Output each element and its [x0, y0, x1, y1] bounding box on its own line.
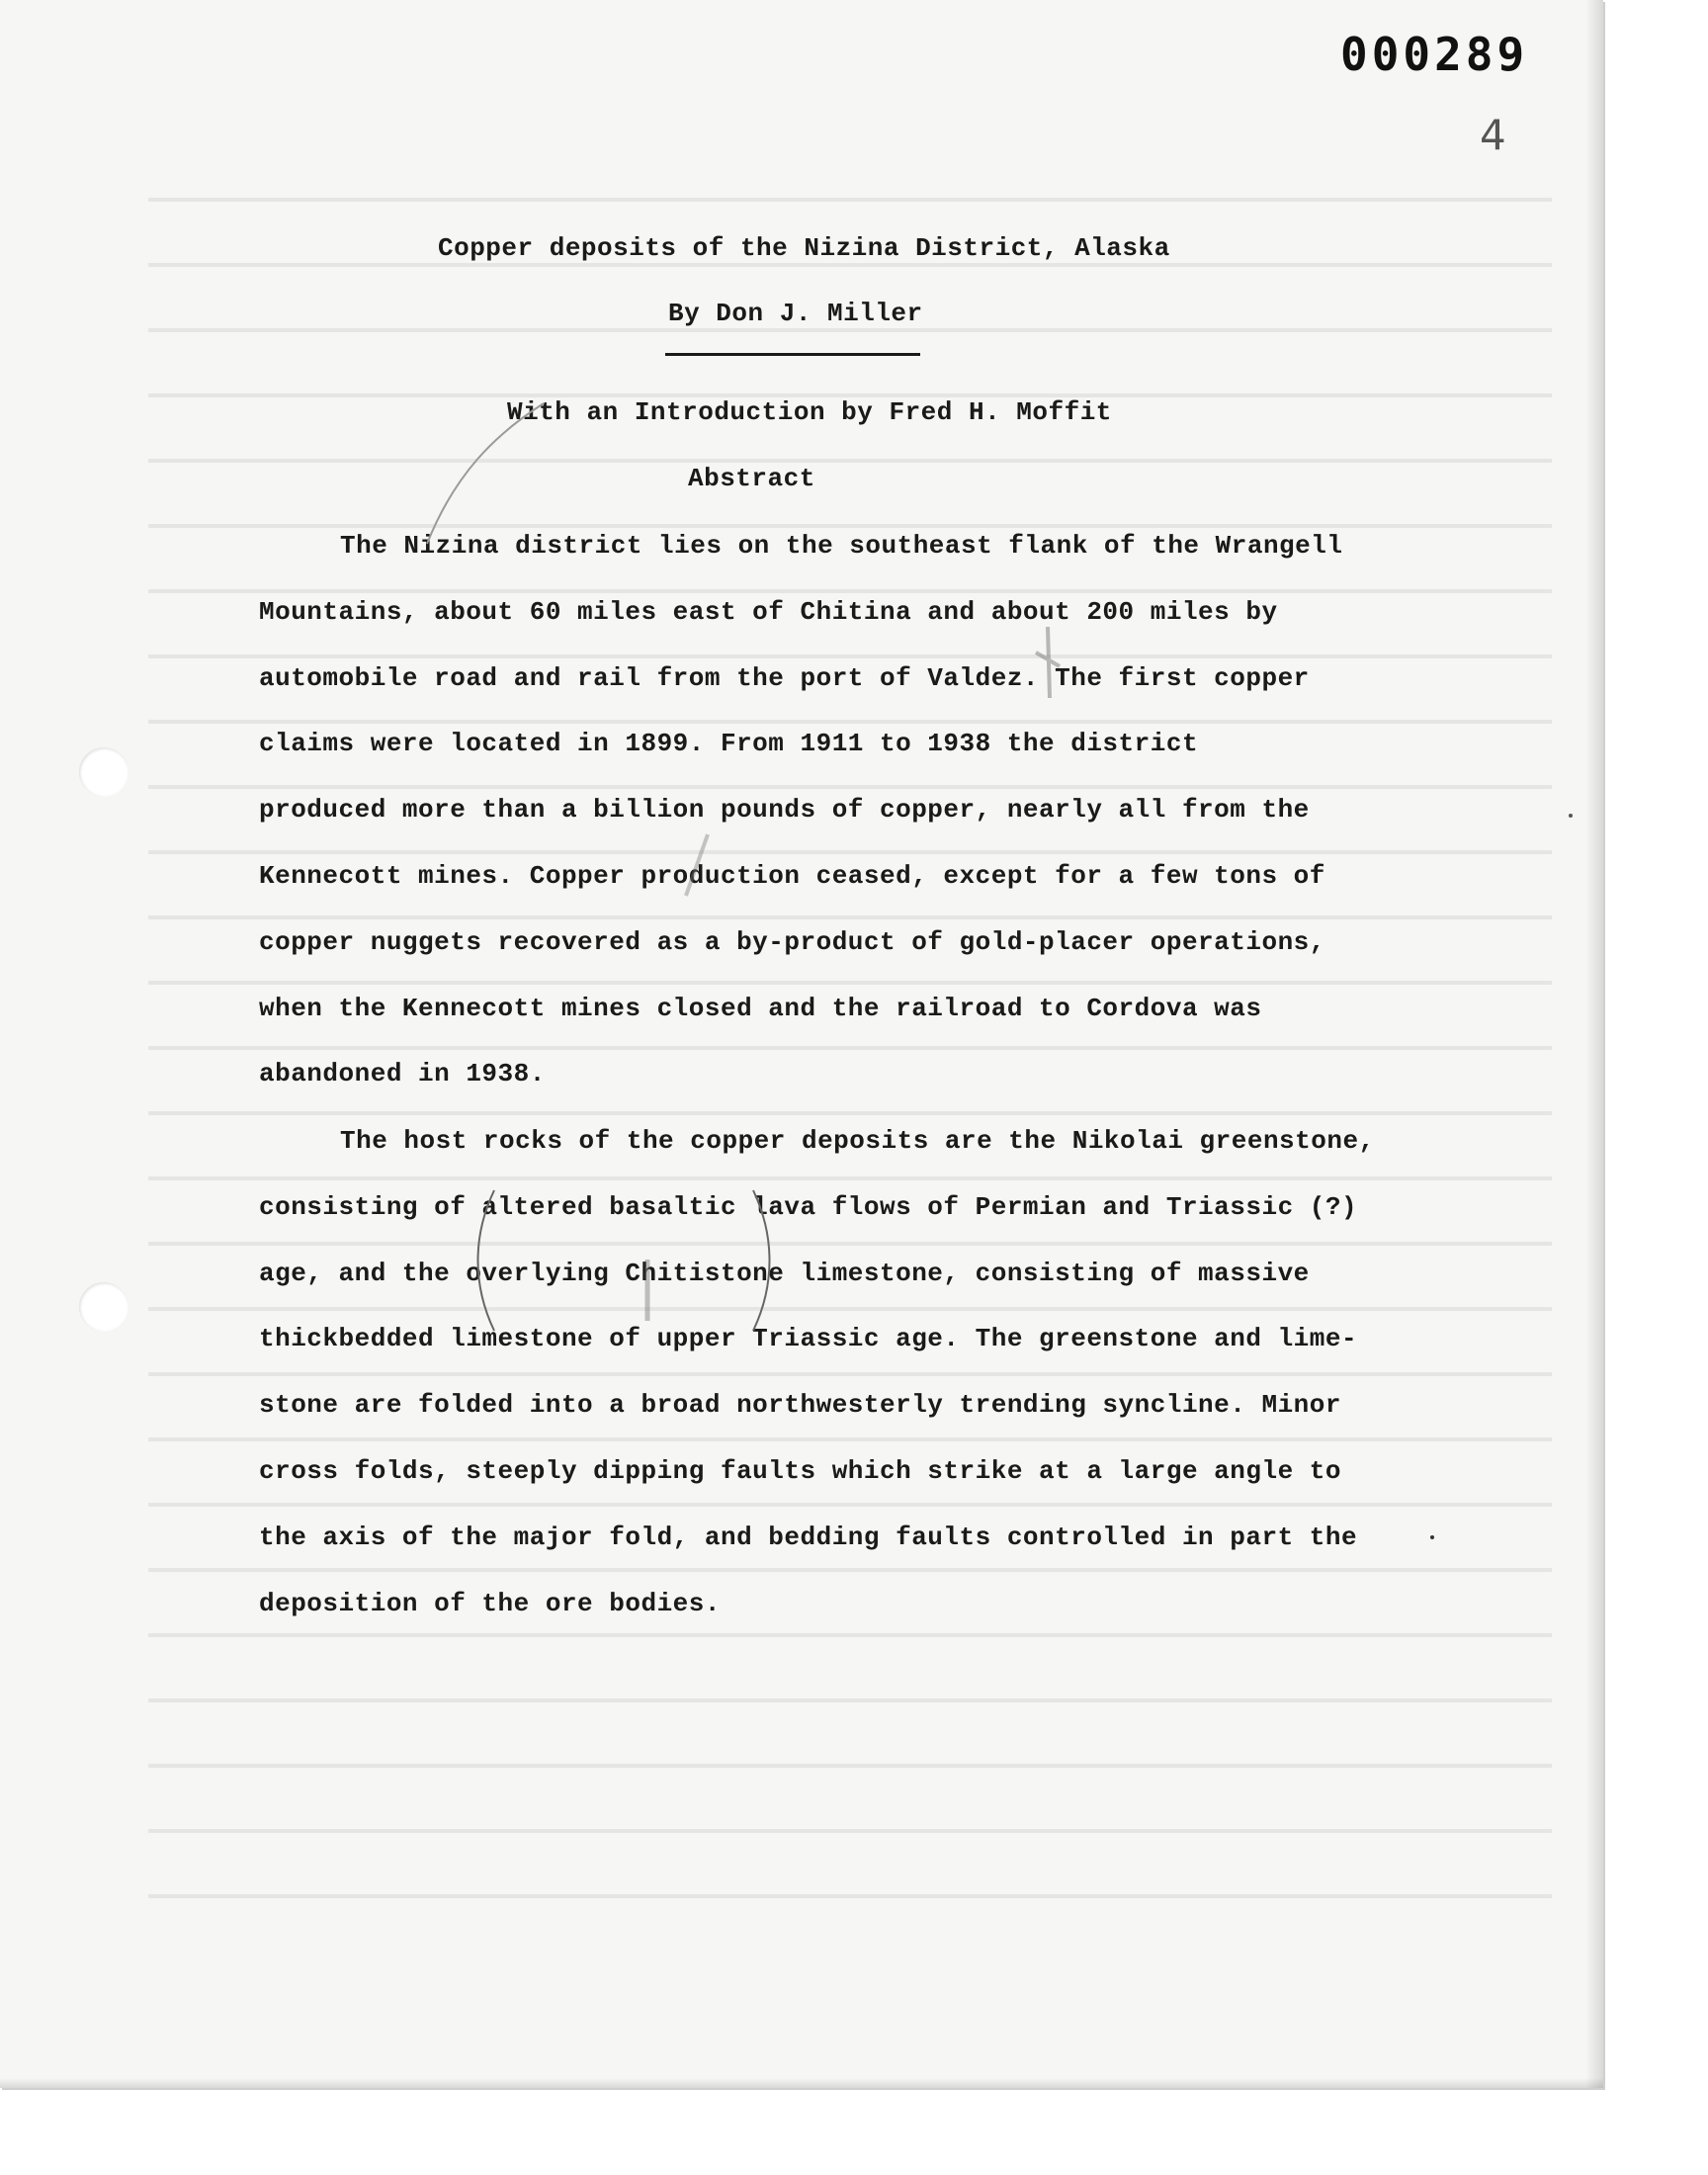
introduction-credit: With an Introduction by Fred H. Moffit — [507, 397, 1112, 427]
abstract-heading: Abstract — [688, 464, 815, 493]
abstract-paragraph-1 — [259, 528, 1415, 1122]
text-line: consisting of altered basaltic lava flows of Permian and Triassic (?) — [259, 1191, 1358, 1222]
byline-underline — [665, 353, 920, 356]
handwritten-page-number: 4 — [1480, 111, 1506, 159]
author-byline: By Don J. Miller — [668, 299, 923, 328]
text-line: abandoned in 1938. — [259, 1059, 546, 1089]
text-line: when the Kennecott mines closed and the railroad to Cordova was — [259, 993, 1262, 1023]
text-line: thickbedded limestone of upper Triassic age. The greenstone and lime- — [259, 1324, 1358, 1354]
dot-mark-icon — [1566, 811, 1576, 821]
text-line: Kennecott mines. Copper production ceased, except for a few tons of — [259, 860, 1325, 891]
document-title: Copper deposits of the Nizina District, Alaska — [438, 233, 1170, 263]
text-line: produced more than a billion pounds of copper, nearly all from the — [259, 795, 1310, 826]
punch-hole-bottom — [79, 1282, 128, 1332]
text-line: deposition of the ore bodies. — [259, 1588, 721, 1618]
text-line: age, and the overlying Chitistone limestone, consisting of massive — [259, 1258, 1310, 1288]
dot-mark-icon — [1427, 1532, 1437, 1542]
text-line: Mountains, about 60 miles east of Chitina and about 200 miles by — [259, 596, 1278, 627]
document-number: 000289 — [1340, 28, 1529, 81]
abstract-paragraph-2 — [259, 1123, 1415, 1651]
text-line: stone are folded into a broad northwesterly trending syncline. Minor — [259, 1390, 1341, 1421]
page-bottom-shadow — [0, 2078, 1603, 2088]
text-line: claims were located in 1899. From 1911 to 1938 the district — [259, 729, 1199, 759]
text-line: copper nuggets recovered as a by-product of gold-placer operations, — [259, 926, 1325, 957]
text-line: cross folds, steeply dipping faults which strike at a large angle to — [259, 1455, 1341, 1486]
text-line: automobile road and rail from the port of Valdez. The first copper — [259, 662, 1310, 693]
text-line: The Nizina district lies on the southeast flank of the Wrangell — [340, 531, 1343, 561]
page-edge-shadow — [1585, 0, 1603, 2088]
punch-hole-top — [79, 747, 128, 797]
text-line: the axis of the major fold, and bedding faults controlled in part the — [259, 1522, 1358, 1552]
text-line: The host rocks of the copper deposits are the Nikolai greenstone, — [340, 1126, 1375, 1156]
